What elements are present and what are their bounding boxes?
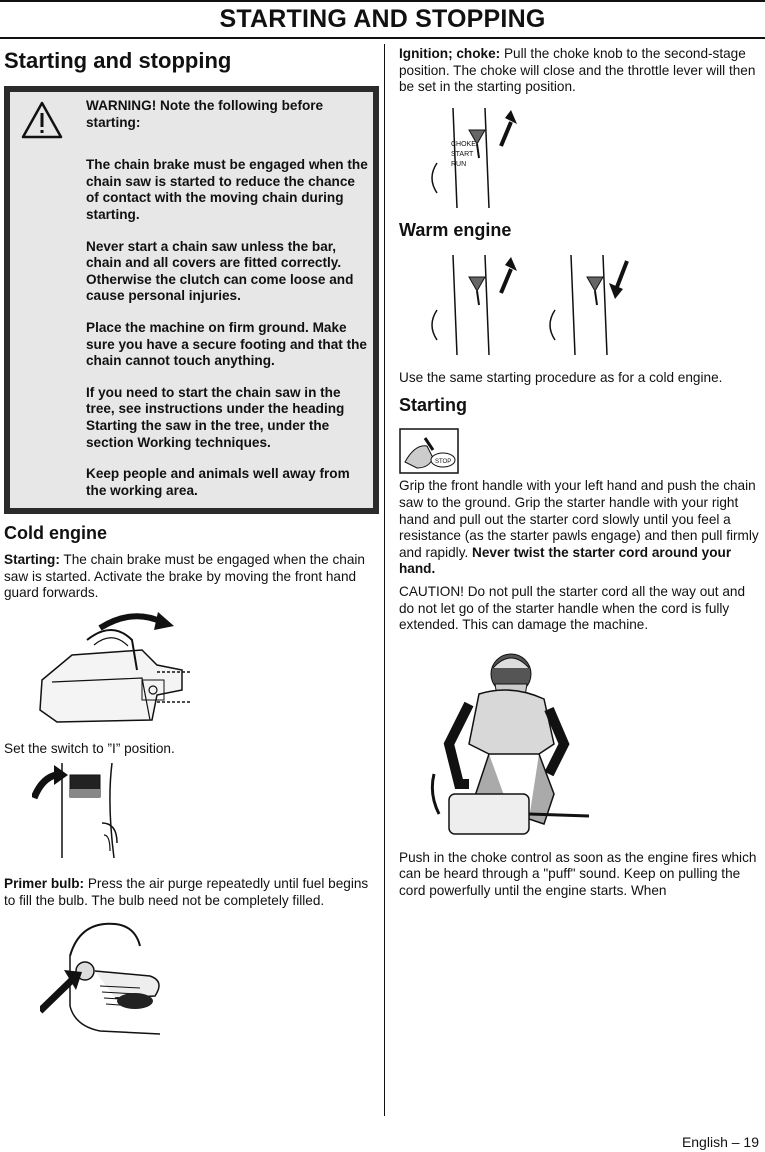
header-rule-bottom	[0, 37, 765, 39]
warning-item: The chain brake must be engaged when the chain saw is started to reduce the chance of contact with the moving chain during starting.	[86, 157, 368, 222]
up-arrow-icon	[501, 269, 511, 293]
chain-brake-illustration	[32, 610, 192, 735]
ignition-text: Pull the choke knob to the second-stage position. The choke will close and the throttle lever will then be set in the starting position.	[399, 46, 756, 95]
motion-arrow-icon	[100, 616, 162, 628]
warning-text	[86, 98, 370, 514]
primer-bulb-illustration	[40, 916, 170, 1041]
warm-engine-text: Use the same starting procedure as for a cold engine.	[399, 369, 723, 385]
stop-switch-illustration	[399, 428, 459, 474]
choke-pull-illustration	[427, 108, 517, 208]
ignition-label: Ignition; choke:	[399, 46, 501, 61]
right-column	[399, 44, 763, 900]
warning-title: WARNING! Note the following before starting:	[86, 98, 324, 130]
caution-paragraph: CAUTION! Do not pull the starter cord all the way out and do not let go of the starter handle when the cord is fully extended. This can damage the machine.	[399, 583, 746, 633]
warning-box	[4, 86, 379, 514]
starting-warning-text: Never twist the starter cord around your hand.	[399, 544, 732, 577]
page-footer: English – 19	[681, 1134, 759, 1150]
switch-instruction: Set the switch to ”I” position.	[4, 740, 175, 756]
primer-text: Press the air purge repeatedly until fuel begins to fill the bulb. The bulb need not be completely filled.	[4, 876, 369, 908]
page-header	[0, 0, 765, 40]
stop-label: STOP	[435, 459, 452, 466]
ignition-paragraph	[399, 46, 763, 96]
header-rule-top	[0, 0, 765, 2]
choke-pull-illustration	[427, 255, 517, 355]
column-divider	[384, 44, 385, 1116]
starting-posture-illustration	[429, 644, 589, 844]
run-label: RUN	[451, 160, 467, 168]
warning-triangle-icon	[20, 100, 64, 140]
warning-item: If you need to start the chain saw in the tree, see instructions under the heading Starting the saw in the tree, under the section Working techniques.	[86, 384, 345, 450]
choke-label: CHOKE	[451, 140, 476, 148]
starting-paragraph	[399, 478, 763, 578]
page-title: STARTING AND STOPPING	[219, 5, 546, 33]
warning-box-inner	[10, 92, 373, 508]
starting-text: The chain brake must be engaged when the chain saw is started. Activate the brake by moving the front hand guard forwards.	[4, 552, 365, 601]
starting-heading: Starting	[399, 395, 468, 416]
down-arrow-icon	[617, 261, 627, 287]
section-title: Starting and stopping	[4, 48, 232, 73]
warning-item: Place the machine on firm ground. Make sure you have a secure footing and that the chain cannot touch anything.	[86, 319, 367, 369]
primer-label: Primer bulb:	[4, 876, 85, 892]
push-choke-paragraph: Push in the choke control as soon as the engine fires which can be heard through a "puff" sound. Keep on pulling the cord powerfully until the engine starts. When	[399, 849, 757, 898]
left-column	[4, 44, 379, 1041]
starting-label: Starting:	[4, 552, 60, 567]
choke-push-illustration	[545, 255, 635, 355]
primer-paragraph	[4, 876, 379, 909]
motion-arrow-icon	[34, 775, 56, 798]
press-arrow-icon	[40, 978, 74, 1011]
start-label: START	[451, 150, 474, 158]
starting-text: Grip the front handle with your left hand and push the chain saw to the ground. Grip the starter handle with your right hand and pull out the starter cord slowly until you feel a resistance (as the starter pawls engage) and then pull firmly and rapidly.	[399, 478, 759, 560]
up-arrow-icon	[501, 122, 511, 146]
switch-illustration	[32, 763, 142, 858]
cold-engine-starting-paragraph	[4, 552, 379, 602]
warm-engine-heading: Warm engine	[399, 219, 512, 240]
warning-item: Never start a chain saw unless the bar, chain and all covers are fitted correctly. Otherwise the clutch can come loose and cause personal injuries.	[86, 238, 354, 304]
cold-engine-heading: Cold engine	[4, 523, 107, 543]
warning-item: Keep people and animals well away from the working area.	[86, 466, 350, 498]
warm-engine-figures	[399, 255, 763, 365]
